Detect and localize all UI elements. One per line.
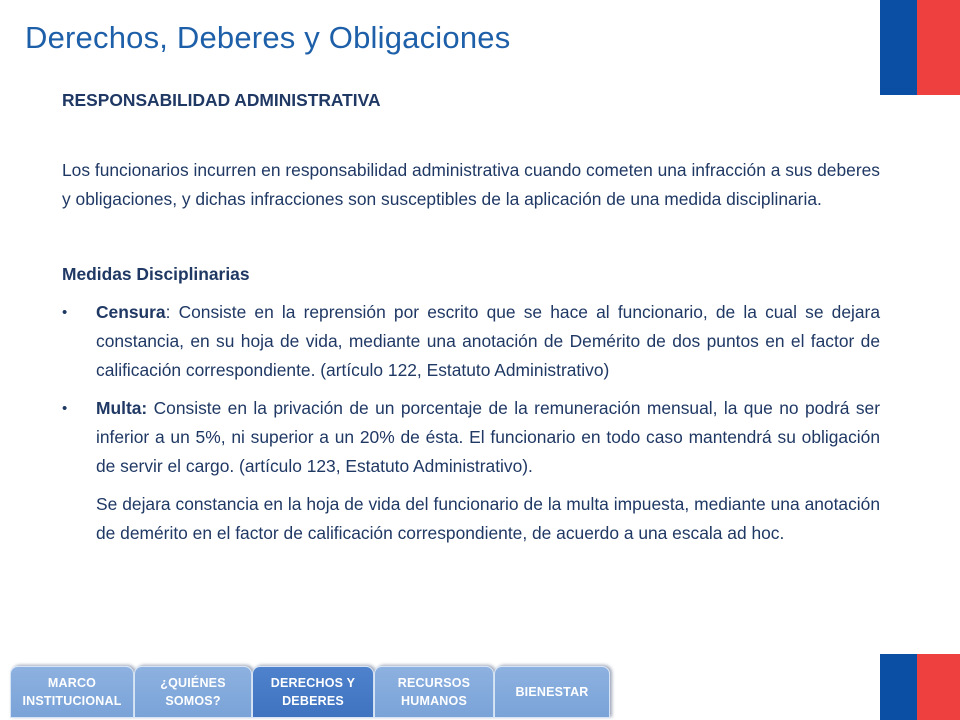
- flag-red-band: [917, 654, 960, 720]
- slide-content: [62, 86, 880, 548]
- list-item-censura: [62, 298, 880, 385]
- page-title: Derechos, Deberes y Obligaciones: [25, 20, 511, 55]
- measures-list: [62, 298, 880, 481]
- intro-paragraph: Los funcionarios incurren en responsabilidad administrativa cuando cometen una infracción a sus deberes y obligaciones, y dichas infracciones son susceptibles de la aplicación de una medida disciplinaria.: [62, 160, 880, 209]
- nav-tab-label: RECURSOS HUMANOS: [397, 676, 471, 708]
- nav-tab-label: MARCO INSTITUCIONAL: [22, 676, 122, 708]
- extra-paragraph: Se dejara constancia en la hoja de vida del funcionario de la multa impuesta, mediante una anotación de demérito en el factor de calificación correspondiente, de acuerdo a una escala ad hoc.: [96, 494, 880, 543]
- nav-tab-derechos-y-deberes[interactable]: [252, 666, 374, 718]
- section-heading: RESPONSABILIDAD ADMINISTRATIVA: [62, 90, 381, 110]
- nav-tab-bienestar[interactable]: [494, 666, 610, 718]
- list-item-multa: [62, 394, 880, 481]
- nav-tab-label: ¿QUIÉNES SOMOS?: [160, 676, 226, 708]
- flag-red-band: [917, 0, 960, 95]
- measure-term: Censura: [96, 302, 166, 322]
- subsection-heading: Medidas Disciplinarias: [62, 264, 250, 284]
- nav-tab-marco-institucional[interactable]: [10, 666, 134, 718]
- flag-stripe-bottom: [880, 654, 960, 720]
- flag-blue-band: [880, 654, 917, 720]
- nav-tab-recursos-humanos[interactable]: [374, 666, 494, 718]
- nav-tab-label: BIENESTAR: [515, 685, 589, 699]
- measure-text: : Consiste en la reprensión por escrito que se hace al funcionario, de la cual se dejara constancia, en su hoja de vida, mediante una anotación de Demérito de dos puntos en el factor de calificación correspondiente. (artículo 122, Estatuto Administrativo): [96, 302, 880, 380]
- nav-tab-label: DERECHOS Y DEBERES: [270, 676, 356, 708]
- flag-stripe-top: [880, 0, 960, 95]
- measure-term: Multa:: [96, 398, 148, 418]
- measure-text: Consiste en la privación de un porcentaje de la remuneración mensual, la que no podrá ser inferior a un 5%, ni superior a un 20% de ésta. El funcionario en todo caso mantendrá su obligación de servir el cargo. (artículo 123, Estatuto Administrativo).: [96, 398, 880, 476]
- flag-blue-band: [880, 0, 917, 95]
- bullet-icon: •: [62, 400, 68, 417]
- nav-tab-quienes-somos[interactable]: [134, 666, 252, 718]
- bullet-icon: •: [62, 304, 68, 321]
